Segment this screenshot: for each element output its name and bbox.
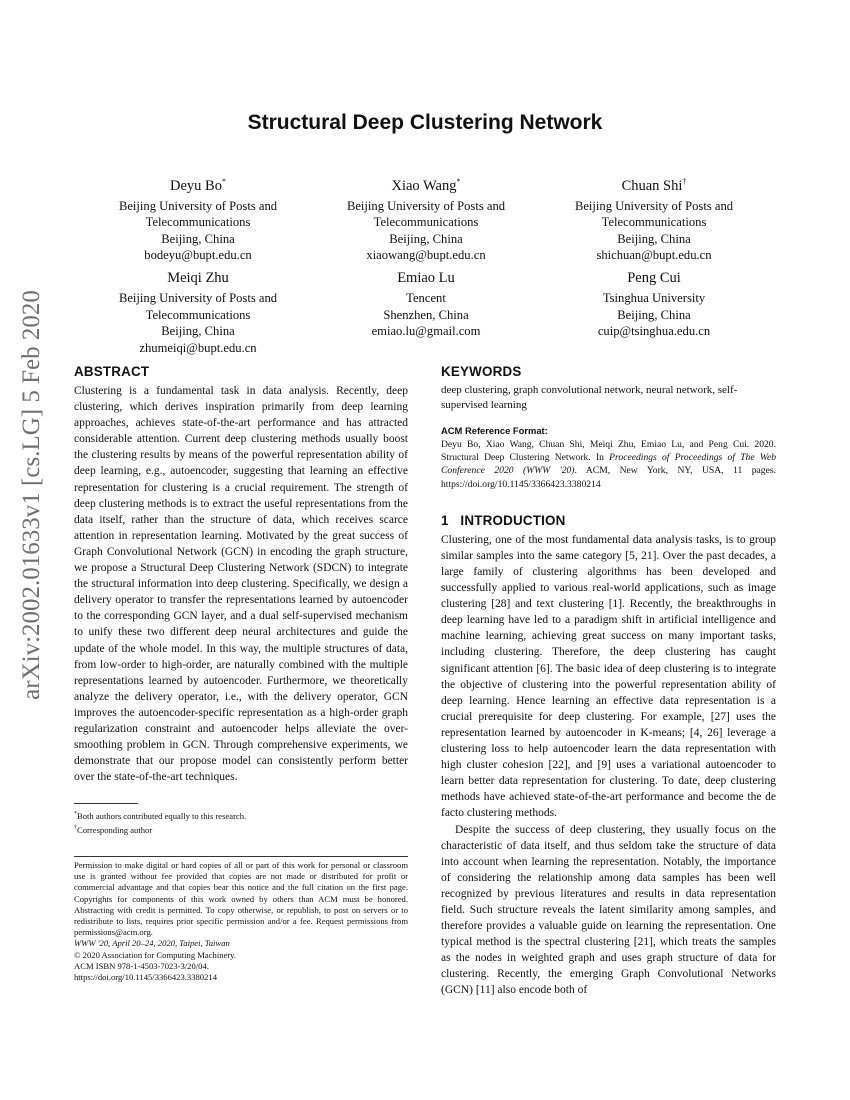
author-block-5 [311, 269, 541, 340]
author-affiliation: Tencent [406, 291, 446, 305]
author-location: Beijing, China [161, 324, 235, 338]
left-column [74, 364, 408, 785]
author-email[interactable]: zhumeiqi@bupt.edu.cn [139, 340, 257, 355]
abstract-heading: ABSTRACT [74, 364, 150, 379]
author-block-1 [83, 172, 313, 264]
acm-reference-text: Deyu Bo, Xiao Wang, Chuan Shi, Meiqi Zhu, Emiao Lu, and Peng Cui. 2020. Structural Deep Clustering Network. In Proceedings of Proceedings of The Web Conference 2020 (WWW '20). ACM, New York, NY, USA, 11 pages. https://doi.org/10.1145/3366423.3380214 [441, 439, 777, 490]
author-affiliation: Beijing University of Posts and [118, 198, 278, 213]
abstract-text: Clustering is a fundamental task in data analysis. Recently, deep clustering, which derives inspiration primarily from deep learning approaches, achieves state-of-the-art performance and has attracted considerable attention. Current deep clustering methods usually boost the clustering results by means of the powerful representation ability of deep learning, e.g., autoencoder, suggesting that learning an effective representation for clustering is a crucial requirement. The strength of deep clustering methods is to extract the useful representations from the data itself, rather than the structure of data, which receives scarce attention in representation learning. Motivated by the great success of Graph Convolutional Network (GCN) in encoding the graph structure, we propose a Structural Deep Clustering Network (SDCN) to integrate the structural information into deep clustering. Specifically, we design a delivery operator to transfer the representations learned by autoencoder to the corresponding GCN layer, and a dual self-supervised mechanism to unify these two different deep neural architectures and guide the update of the whole model. In this way, the multiple structures of data, from low-order to high-order, are naturally combined with the multiple representations learned by autoencoder. Furthermore, we theoretically analyze the delivery operator, i.e., with the delivery operator, GCN improves the autoencoder-specific representation as a high-order graph regularization constraint and autoencoder helps alleviate the over-smoothing problem in GCN. Through comprehensive experiments, we demonstrate that our propose model can consistently perform better over the state-of-the-art techniques. [74, 385, 408, 784]
author-email[interactable]: bodeyu@bupt.edu.cn [144, 248, 252, 263]
author-location: Beijing, China [617, 231, 691, 246]
author-location: Beijing, China [161, 231, 235, 246]
author-mark: * [456, 177, 461, 186]
author-block-6 [539, 269, 769, 340]
doi-link[interactable]: https://doi.org/10.1145/3366423.3380214 [74, 972, 217, 983]
footnotes [74, 803, 408, 836]
author-email[interactable]: cuip@tsinghua.edu.cn [597, 324, 711, 338]
permission-text: Permission to make digital or hard copies of all or part of this work for personal or classroom use is granted without fee provided that copies are not made or distributed for profit or commercial advantage and that copies bear this notice and the full citation on the first page. Copyrights for components of this work owned by others than ACM must be honored. Abstracting with credit is permitted. To copy otherwise, or republish, to post on servers or to redistribute to lists, requires prior specific permission and/or a fee. Request permissions from permissions@acm.org. [74, 860, 408, 938]
author-affiliation: Beijing University of Posts and [118, 291, 278, 305]
author-affiliation: Tsinghua University [602, 291, 706, 305]
author-mark: † [682, 177, 687, 186]
author-email[interactable]: xiaowang@bupt.edu.cn [366, 248, 486, 263]
introduction-heading: 1 INTRODUCTION [441, 512, 566, 528]
author-name: Meiqi Zhu [167, 270, 229, 286]
author-affiliation: Beijing University of Posts and [346, 198, 506, 213]
author-name: Xiao Wang [391, 177, 457, 194]
author-block-3 [539, 172, 769, 264]
footnote-divider [74, 803, 138, 804]
arxiv-identifier-text: arXiv:2002.01633v1 [cs.LG] 5 Feb 2020 [18, 290, 46, 700]
author-affiliation: Telecommunications [145, 215, 251, 230]
author-affiliation: Telecommunications [601, 215, 707, 230]
author-name: Chuan Shi [621, 177, 683, 194]
acm-reference-heading: ACM Reference Format: [441, 425, 548, 436]
author-email[interactable]: emiao.lu@gmail.com [371, 324, 481, 338]
author-mark: * [221, 177, 226, 186]
author-affiliation: Telecommunications [373, 215, 479, 230]
author-name: Emiao Lu [397, 270, 455, 286]
copyright-line: © 2020 Association for Computing Machinery. [74, 949, 237, 960]
author-affiliation: Telecommunications [145, 307, 251, 322]
conference-info: WWW '20, April 20–24, 2020, Taipei, Taiwan [74, 938, 230, 949]
author-location: Beijing, China [617, 307, 691, 322]
author-affiliation: Beijing University of Posts and [574, 198, 734, 213]
footnote-equal-contribution: *Both authors contributed equally to this research. [74, 810, 247, 821]
author-location: Shenzhen, China [383, 307, 469, 322]
arxiv-identifier-stamp [2, 290, 62, 700]
keywords-text: deep clustering, graph convolutional network, neural network, self-supervised learning [441, 384, 738, 411]
paper-title: Structural Deep Clustering Network [247, 111, 603, 134]
keywords-heading: KEYWORDS [441, 364, 522, 379]
right-column [441, 364, 776, 999]
author-block-4 [83, 269, 313, 356]
introduction-paragraph-1: Clustering, one of the most fundamental data analysis tasks, is to group similar samples into the same category [5, 21]. Over the past decades, a large family of clustering algorithms has been developed and successfully applied to various real-world applications, such as image clustering [28] and text clustering [1]. Recently, the breakthroughs in deep learning have led to a paradigm shift in artificial intelligence and machine learning, achieving great success on many important tasks, including clustering. Therefore, the deep clustering has caught significant attention [6]. The basic idea of deep clustering is to integrate the objective of clustering into the powerful representation ability of deep learning. Hence learning an effective data representation is a crucial prerequisite for deep clustering. For example, [27] uses the representation learned by autoencoder in K-means; [4, 26] leverage a clustering loss to help autoencoder learn the data representation with high cluster cohesion [22], and [9] uses a variational autoencoder to learn better data representation for clustering. To date, deep clustering methods have achieved state-of-the-art performance and become the de facto clustering methods. [441, 533, 776, 820]
author-name: Peng Cui [627, 270, 681, 286]
author-location: Beijing, China [389, 231, 463, 246]
permission-notice [74, 856, 408, 983]
introduction-paragraph-2: Despite the success of deep clustering, they usually focus on the characteristic of data itself, and thus seldom take the structure of data into account when learning the representation. Notably, the importance of considering the relationship among data samples has been well recognized by previous literatures and results in data representation field. Such structure reveals the latent similarity among samples, and therefore provides a valuable guide on learning the representation. One typical method is the spectral clustering [21], which treats the samples as the nodes in weighted graph and uses graph structure of data for clustering. Recently, the emerging Graph Convolutional Networks (GCN) [11] also encode both of [441, 823, 776, 997]
author-name: Deyu Bo [170, 177, 222, 194]
author-email[interactable]: shichuan@bupt.edu.cn [596, 248, 712, 263]
author-block-2 [311, 172, 541, 264]
isbn-line: ACM ISBN 978-1-4503-7023-3/20/04. [74, 960, 209, 971]
footnote-corresponding-author: †Corresponding author [74, 824, 153, 835]
